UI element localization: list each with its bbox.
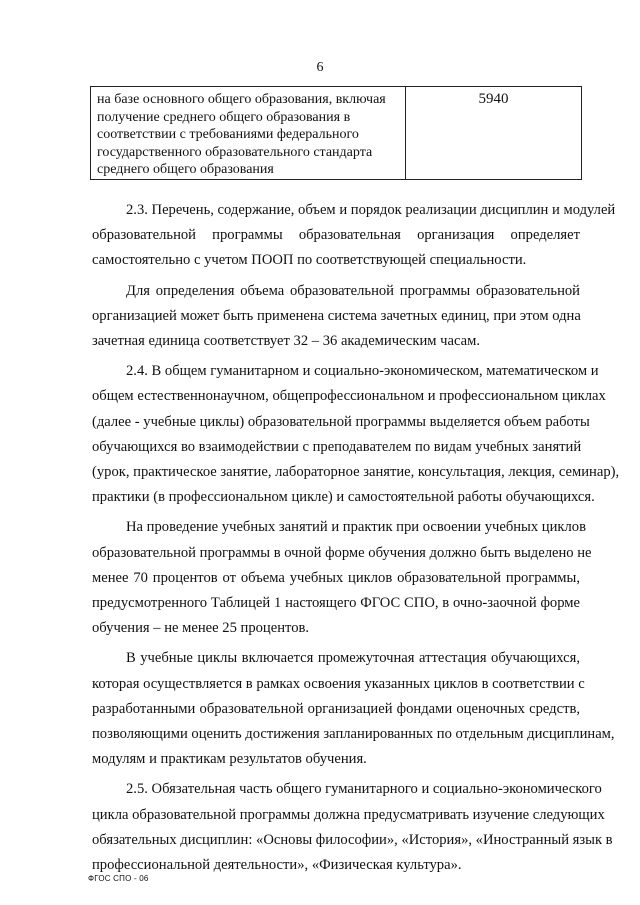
table-description-line: на базе основного общего образования, включая: [97, 92, 386, 107]
paragraph: [92, 777, 613, 878]
paragraph-line: Для определения объема образовательной программы образовательной: [126, 282, 580, 299]
paragraph-line: менее 70 процентов от объема учебных циклов образовательной программы,: [92, 569, 580, 586]
table-description-cell: [91, 87, 406, 179]
paragraph-line: (далее - учебные циклы) образовательной программы выделяется объем работы: [92, 413, 590, 430]
paragraph: [92, 279, 580, 355]
paragraph-line: обучающихся во взаимодействии с преподавателем по видам учебных занятий: [92, 438, 582, 455]
paragraph-line: (урок, практическое занятие, лабораторное занятие, консультация, лекция, семинар),: [92, 464, 620, 481]
paragraph-line: позволяющими оценить достижения запланированных по отдельным дисциплинам,: [92, 726, 615, 743]
paragraph-line: 2.5. Обязательная часть общего гуманитарного и социально-экономического: [126, 781, 602, 798]
document-body: [92, 198, 620, 883]
paragraph-line: общем естественнонаучном, общепрофессиональном и профессиональном циклах: [92, 388, 606, 405]
paragraph-line: профессиональной деятельности», «Физическая культура».: [92, 857, 462, 874]
paragraph-line: 2.4. В общем гуманитарном и социально-экономическом, математическом и: [126, 363, 599, 380]
paragraph-line: организацией может быть применена система зачетных единиц, при этом одна: [92, 307, 581, 324]
paragraph-line: разработанными образовательной организацией фондами оценочных средств,: [92, 700, 580, 717]
document-footer: ФГОС СПО - 06: [88, 874, 149, 883]
table-description-line: государственного образовательного стандарта: [97, 144, 373, 160]
paragraph-line: самостоятельно с учетом ПООП по соответствующей специальности.: [92, 252, 527, 269]
paragraph-line: предусмотренного Таблицей 1 настоящего ФГОС СПО, в очно-заочной форме: [92, 595, 580, 612]
paragraph-line: модулям и практикам результатов обучения.: [92, 751, 367, 768]
paragraph: [92, 359, 620, 510]
paragraph: [92, 646, 615, 772]
paragraph-line: образовательной программы в очной форме обучения должно быть выделено не: [92, 544, 592, 561]
paragraph-line: На проведение учебных занятий и практик при освоении учебных циклов: [126, 519, 586, 536]
paragraph-line: образовательной программы образовательная организация определяет: [92, 227, 580, 244]
table-description-line: получение среднего общего образования в: [97, 109, 351, 125]
paragraph-line: В учебные циклы включается промежуточная аттестация обучающихся,: [126, 650, 580, 667]
paragraph-line: зачетная единица соответствует 32 – 36 академическим часам.: [92, 333, 481, 350]
table-value-cell: 5940: [478, 91, 509, 107]
table-description-line: соответствии с требованиями федерального: [97, 127, 359, 142]
table-description-line: среднего общего образования: [97, 162, 274, 177]
page-number: 6: [316, 60, 324, 75]
paragraph-line: обучения – не менее 25 процентов.: [92, 620, 310, 637]
paragraph: [92, 515, 592, 641]
paragraph-line: которая осуществляется в рамках освоения указанных циклов в соответствии с: [92, 675, 585, 692]
paragraph-line: 2.3. Перечень, содержание, объем и порядок реализации дисциплин и модулей: [126, 202, 616, 218]
paragraph-line: обязательных дисциплин: «Основы философии», «История», «Иностранный язык в: [92, 831, 613, 848]
paragraph: [92, 198, 616, 274]
paragraph-line: практики (в профессиональном цикле) и самостоятельной работы обучающихся.: [92, 489, 595, 506]
education-basis-table: [90, 86, 582, 180]
paragraph-line: цикла образовательной программы должна предусматривать изучение следующих: [92, 806, 605, 823]
